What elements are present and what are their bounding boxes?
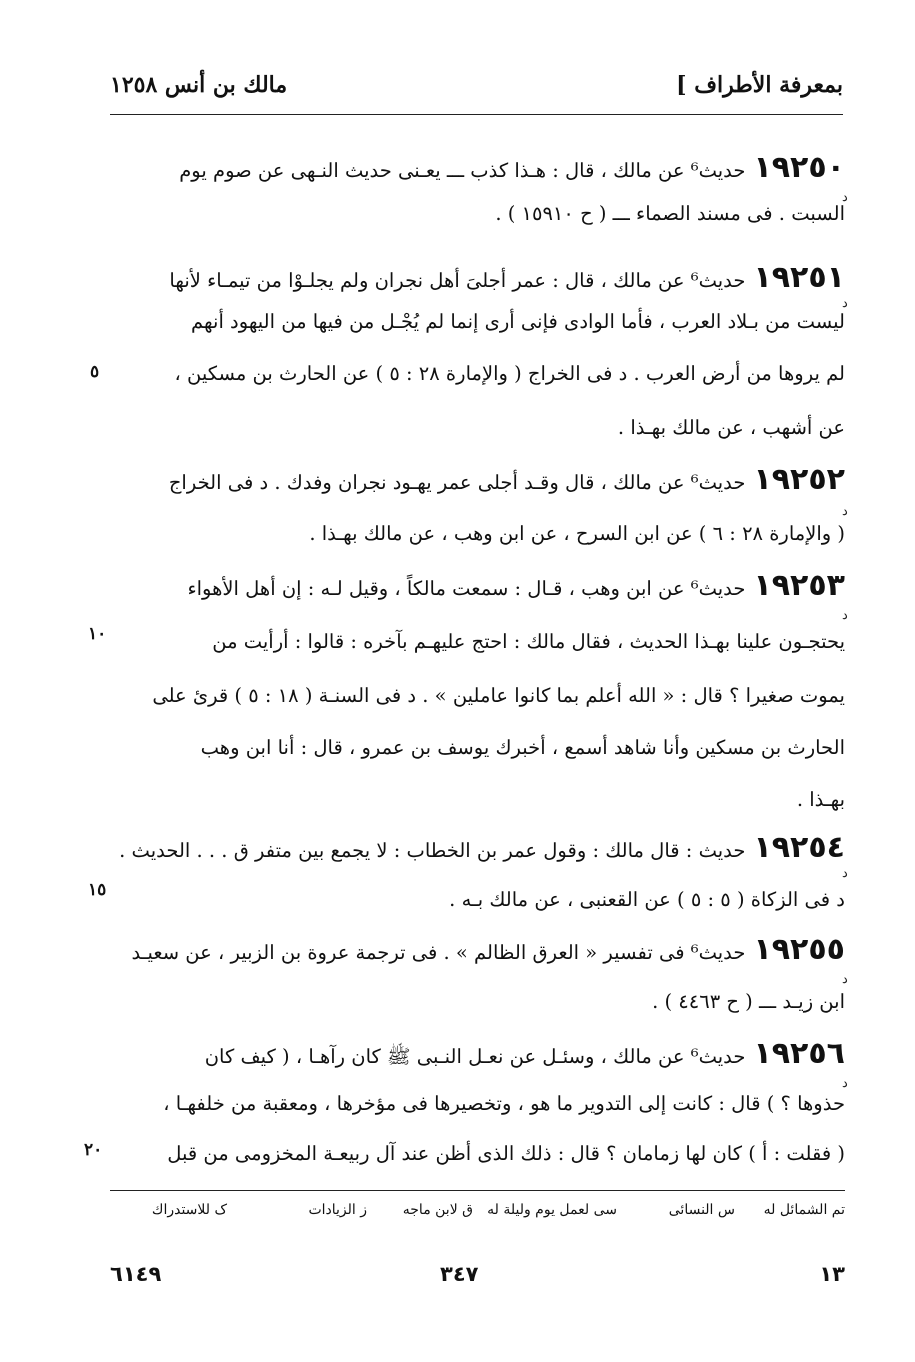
entry-line: د فى الزكاة ( ٥ : ٥ ) عن القعنبى ، عن مالك بـه . [449, 888, 845, 911]
entry-line: يحتجـون علينا بهـذا الحديث ، فقال مالك : احتج عليهـم بآخره : قالوا : أرأيت من [212, 630, 845, 653]
legend-item: تم الشمائل له [763, 1202, 845, 1218]
margin-line-number: ١٠ [88, 624, 107, 644]
entry-line [110, 148, 845, 188]
entry-line: ( والإمارة ٢٨ : ٦ ) عن ابن السرح ، عن ابن وهب ، عن مالك بهـذا . [309, 522, 845, 545]
entry-number: ١٩٢٥٥ [753, 932, 845, 967]
entry-number: ١٩٢٥٤ [753, 830, 845, 865]
entry-line: ( فقلت : أ ) كان لها زمامان ؟ قال : ذلك الذى أظن عند آل ربيعـة المخزومى من قبل [167, 1142, 845, 1165]
entry-text: حديث⁶ عن مالك ، وسئـل عن نعـل النـبى ﷺ كان رآهـا ، ( كيف كان [204, 1045, 746, 1068]
hadith-entry-19255 [110, 930, 845, 1020]
d-siglum: د [842, 972, 848, 987]
entry-number: ١٩٢٥٠ [753, 150, 845, 185]
hadith-entry-19250 [110, 148, 845, 238]
entry-text: حديث⁶ عن ابن وهب ، قـال : سمعت مالكاً ، وقيل لـه : إن أهل الأهواء [187, 577, 746, 600]
hadith-entry-19256 [110, 1034, 845, 1184]
margin-line-number: ٥ [90, 362, 100, 382]
hadith-entry-19253 [110, 566, 845, 816]
d-siglum: د [842, 504, 848, 519]
entry-line: بهـذا . [796, 788, 845, 811]
entry-number: ١٩٢٥١ [753, 260, 845, 295]
entry-text: حديث : قال مالك : وقول عمر بن الخطاب : لا يجمع بين متفر ق . . . الحديث . [119, 839, 746, 862]
footnote-divider [110, 1190, 845, 1191]
hadith-entry-19252 [110, 460, 845, 552]
entry-line: حذوها ؟ ) قال : كانت إلى التدوير ما هو ، وتخصيرها فى مؤخرها ، ومعقبة من خلفهـا ، [163, 1092, 845, 1115]
footer-right-number: ١٣ [819, 1262, 845, 1286]
header-section-title: بمعرفة الأطراف ] [676, 72, 843, 98]
header-volume-title: مالك بن أنس ١٢٥٨ [110, 72, 288, 98]
entry-line: السبت . فى مسند الصماء ـــ ( ح ١٥٩١٠ ) . [495, 202, 845, 225]
entry-text: حديث⁶ عن مالك ، قال وقـد أجلى عمر يهـود نجران وفدك . د فى الخراج [168, 471, 746, 494]
margin-line-number: ١٥ [88, 880, 107, 900]
entry-line: الحارث بن مسكين وأنا شاهد أسمع ، أخبرك يوسف بن عمرو ، قال : أنا ابن وهب [200, 736, 845, 759]
entry-text: حديث⁶ عن مالك ، قال : عمر أجلىَ أهل نجران ولم يجلـوْا من تيمـاء لأنها [169, 269, 746, 292]
entry-number: ١٩٢٥٣ [753, 568, 845, 603]
entry-line [110, 566, 845, 606]
entry-line [110, 258, 845, 298]
entry-text: حديث⁶ فى تفسير « العرق الظالم » . فى ترجمة عروة بن الزبير ، عن سعيـد [131, 941, 746, 964]
d-siglum: د [842, 296, 848, 311]
entry-line [110, 1034, 845, 1074]
legend-item: ک للاستدراك [151, 1202, 227, 1218]
page-number: ٣٤٧ [440, 1262, 479, 1286]
d-siglum: د [842, 608, 848, 623]
page-header [110, 70, 843, 115]
entry-line: يموت صغيرا ؟ قال : « الله أعلم بما كانوا عاملين » . د فى السنـة ( ١٨ : ٥ ) قرئ على [152, 684, 845, 707]
d-siglum: د [842, 190, 848, 205]
entry-line: عن أشهب ، عن مالك بهـذا . [617, 416, 845, 439]
legend-item: ق لابن ماجه [402, 1202, 473, 1218]
footer-left-number: ٦١٤٩ [110, 1262, 162, 1286]
hadith-entry-19251 [110, 258, 845, 448]
entry-line [110, 460, 845, 500]
d-siglum: د [842, 1076, 848, 1091]
entry-line [110, 828, 845, 868]
entry-number: ١٩٢٥٢ [753, 462, 845, 497]
legend-item: ز الزيادات [308, 1202, 367, 1218]
entry-line: ابن زيـد ـــ ( ح ٤٤٦٣ ) . [652, 990, 845, 1013]
page-footer [110, 1262, 845, 1296]
hadith-entry-19254 [110, 828, 845, 918]
legend-item: س النسائى [668, 1202, 735, 1218]
entry-line: لم يروها من أرض العرب . د فى الخراج ( والإمارة ٢٨ : ٥ ) عن الحارث بن مسكين ، [174, 362, 845, 385]
legend-item: سى لعمل يوم وليلة له [487, 1202, 617, 1218]
d-siglum: د [842, 866, 848, 881]
entry-text: حديث⁶ عن مالك ، قال : هـذا كذب ـــ يعـنى حديث النـهى عن صوم يوم [179, 159, 746, 182]
entry-line [110, 930, 845, 970]
entry-number: ١٩٢٥٦ [753, 1036, 845, 1071]
siglum-legend [110, 1202, 845, 1228]
margin-line-number: ٢٠ [84, 1140, 103, 1160]
entry-line: ليست من بـلاد العرب ، فأما الوادى فإنى أرى إنما لم يُجْـل من فيها من اليهود أنهم [191, 310, 845, 333]
